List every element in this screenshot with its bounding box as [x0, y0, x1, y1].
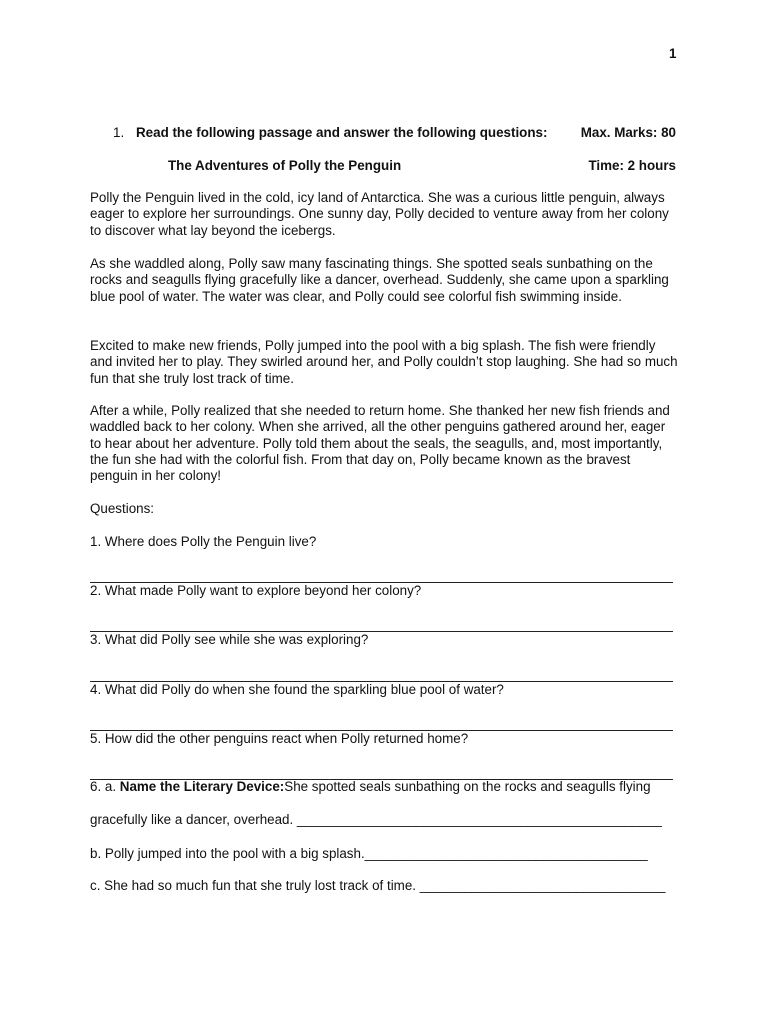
question-6a	[90, 779, 651, 794]
literary-device-label: Name the Literary Device:	[119, 779, 285, 794]
passage-paragraph: Excited to make new friends, Polly jumped into the pool with a big splash. The fish were friendly and invited her to play. They swirled around her, and Polly couldn’t stop laughing. She had so much fun that she truly lost track of time.	[90, 338, 678, 386]
question-5: 5. How did the other penguins react when Polly returned home?	[90, 731, 469, 746]
question-6c: c. She had so much fun that she truly lost track of time. _________________________________	[90, 878, 666, 893]
passage-paragraph: Polly the Penguin lived in the cold, icy land of Antarctica. She was a curious little penguin, always eager to explore her surroundings. One sunny day, Polly decided to venture away from her colony to discover what lay beyond the icebergs.	[90, 190, 669, 238]
max-marks: Max. Marks: 80	[580, 125, 676, 140]
instruction-text: Read the following passage and answer the following questions:	[136, 125, 548, 140]
question-2: 2. What made Polly want to explore beyond her colony?	[90, 583, 422, 598]
question-6a-sentence: She spotted seals sunbathing on the rocks and seagulls flying	[284, 779, 651, 794]
passage-title: The Adventures of Polly the Penguin	[168, 158, 402, 173]
question-1: 1. Where does Polly the Penguin live?	[90, 534, 317, 549]
passage-paragraph: As she waddled along, Polly saw many fascinating things. She spotted seals sunbathing on the rocks and seagulls flying gracefully like a dancer, overhead. Suddenly, she came upon a sparkling blue pool of water. The water was clear, and Polly could see colorful fish swimming inside.	[90, 256, 669, 304]
time-limit: Time: 2 hours	[588, 158, 676, 173]
item-number: 1.	[113, 125, 125, 140]
question-6b: b. Polly jumped into the pool with a big splash.______________________________________	[90, 846, 648, 861]
questions-heading: Questions:	[90, 501, 155, 516]
question-4: 4. What did Polly do when she found the sparkling blue pool of water?	[90, 682, 504, 697]
page-number: 1	[669, 46, 677, 61]
question-3: 3. What did Polly see while she was exploring?	[90, 632, 369, 647]
question-6a-continuation: gracefully like a dancer, overhead. _________________________________________________	[90, 812, 662, 827]
question-6-prefix: 6. a.	[90, 779, 120, 794]
passage-paragraph: After a while, Polly realized that she needed to return home. She thanked her new fish friends and waddled back to her colony. When she arrived, all the other penguins gathered around her, eager to hear about her adventure. Polly told them about the seals, the seagulls, and, most importantly, the fun she had with the colorful fish. From that day on, Polly became known as the bravest penguin in her colony!	[90, 403, 670, 484]
